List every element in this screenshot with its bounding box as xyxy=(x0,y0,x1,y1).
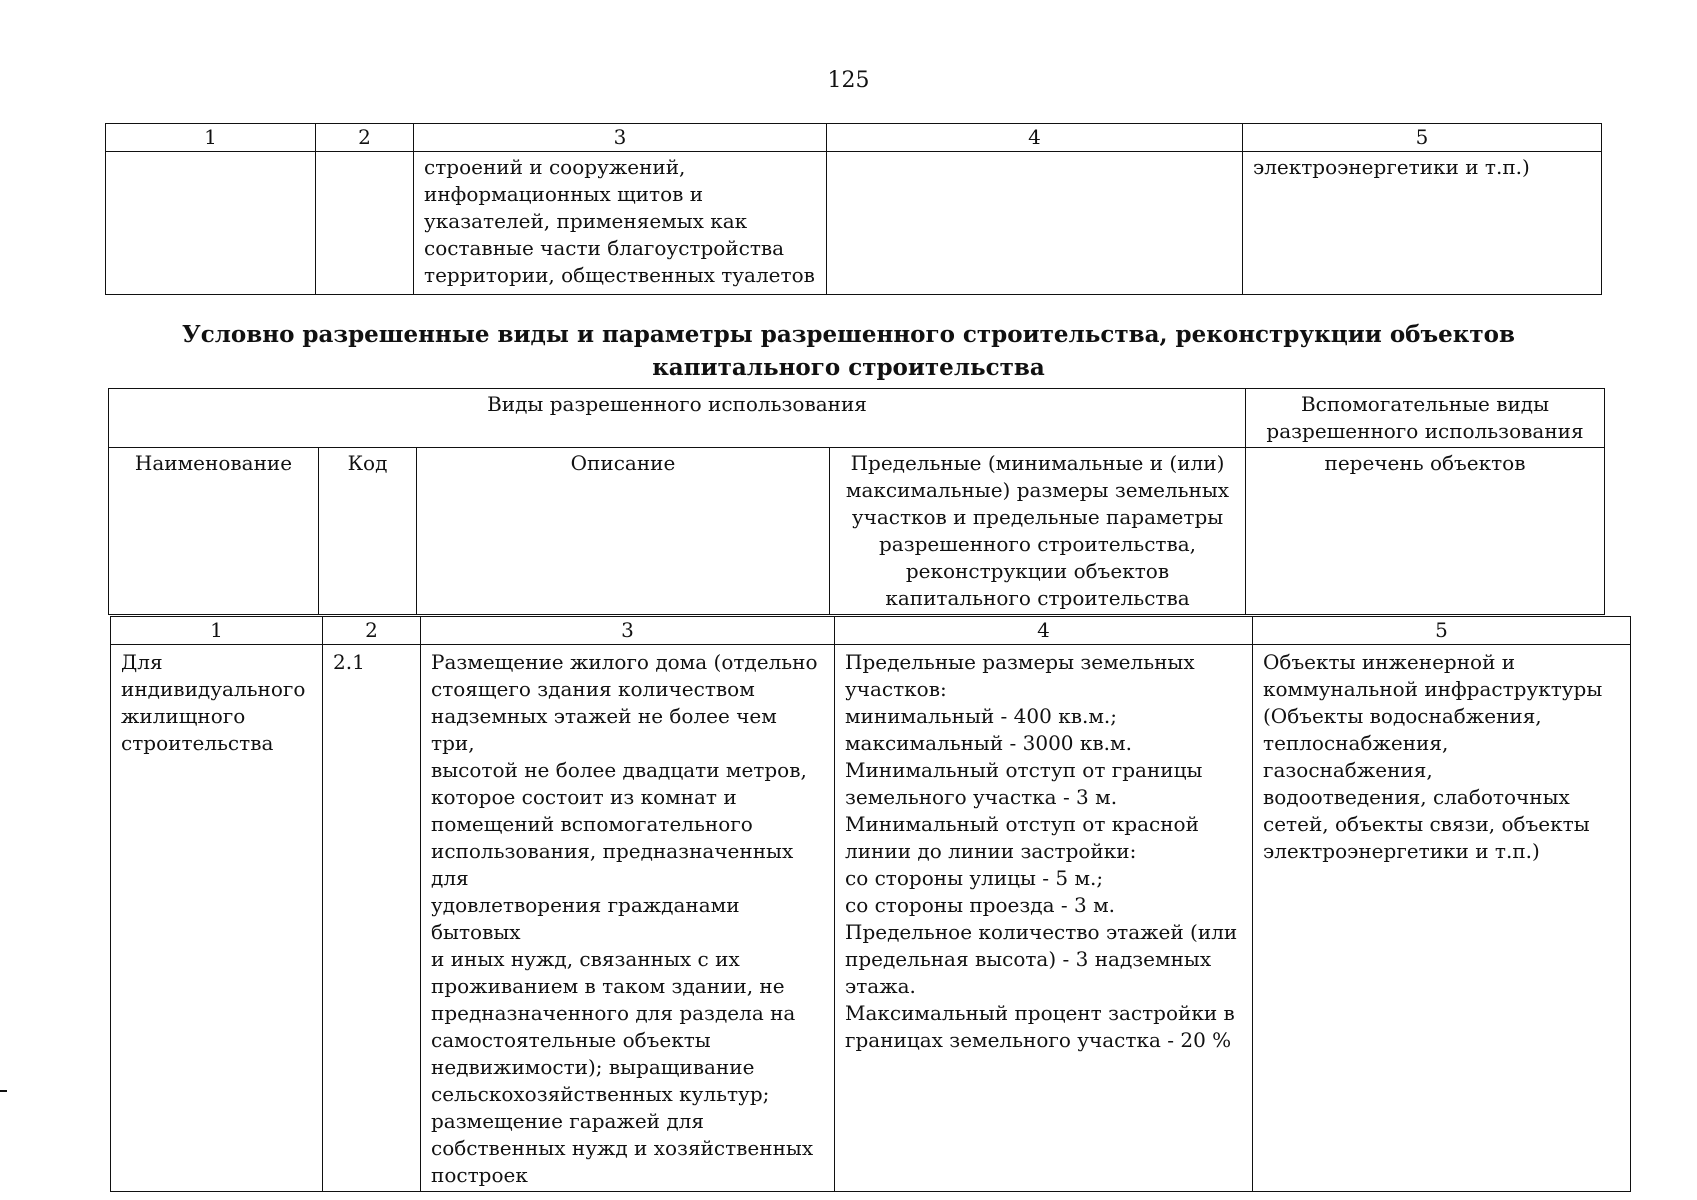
edge-mark xyxy=(0,1090,7,1092)
section-title: Условно разрешенные виды и параметры разрешенного строительства, реконструкции объектов капитального строительства xyxy=(182,321,1515,381)
column-header-row xyxy=(109,448,1605,615)
cell-description: строений и сооружений, информационных щитов и указателей, применяемых как составные части благоустройства территории, общественных туалетов xyxy=(414,152,827,295)
header-description: Описание xyxy=(417,448,830,615)
cell-description: Размещение жилого дома (отдельно стоящего здания количеством надземных этажей не более чем три, высотой не более двадцати метров, которое состоит из комнат и помещений вспомогательного использования, предназначенных для удовлетворения гражданами бытовых и иных нужд, связанных с их проживанием в таком здании, не предназначенного для раздела на самостоятельные объекты недвижимости); выращивание сельскохозяйственных культур; размещение гаражей для собственных нужд и хозяйственных построек xyxy=(421,645,835,1192)
table-row xyxy=(106,152,1602,295)
cell-col1 xyxy=(106,152,316,295)
continuation-table xyxy=(105,123,1602,295)
cell-name: Для индивидуального жилищного строительства xyxy=(111,645,323,1192)
column-number: 2 xyxy=(316,124,414,152)
cell-objects: Объекты инженерной и коммунальной инфраструктуры (Объекты водоснабжения, теплоснабжения, газоснабжения, водоотведения, слаботочных сетей, объекты связи, объекты электроэнергетики и т.п.) xyxy=(1253,645,1631,1192)
cell-objects: электроэнергетики и т.п.) xyxy=(1243,152,1602,295)
header-name: Наименование xyxy=(109,448,319,615)
column-number: 3 xyxy=(421,617,835,645)
header-limits: Предельные (минимальные и (или) максимальные) размеры земельных участков и предельные параметры разрешенного строительства, реконструкции объектов капитального строительства xyxy=(830,448,1246,615)
column-number: 1 xyxy=(111,617,323,645)
column-number: 5 xyxy=(1243,124,1602,152)
column-number-row xyxy=(106,124,1602,152)
table-row xyxy=(111,645,1631,1192)
cell-limits: Предельные размеры земельных участков: минимальный - 400 кв.м.; максимальный - 3000 кв.м. Минимальный отступ от границы земельного участка - 3 м. Минимальный отступ от красной линии до линии застройки: со стороны улицы - 5 м.; со стороны проезда - 3 м. Предельное количество этажей (или предельная высота) - 3 надземных этажа. Максимальный процент застройки в границах земельного участка - 20 % xyxy=(835,645,1253,1192)
data-table xyxy=(110,616,1631,1192)
column-number: 2 xyxy=(323,617,421,645)
header-code: Код xyxy=(319,448,417,615)
column-number: 4 xyxy=(827,124,1243,152)
column-number: 1 xyxy=(106,124,316,152)
header-objects: перечень объектов xyxy=(1246,448,1605,615)
cell-col2 xyxy=(316,152,414,295)
column-number: 4 xyxy=(835,617,1253,645)
header-table xyxy=(108,388,1605,615)
page-number: 125 xyxy=(827,68,870,93)
group-header: Виды разрешенного использования xyxy=(109,389,1246,448)
column-number: 5 xyxy=(1253,617,1631,645)
cell-col4 xyxy=(827,152,1243,295)
column-number: 3 xyxy=(414,124,827,152)
cell-code: 2.1 xyxy=(323,645,421,1192)
aux-header: Вспомогательные виды разрешенного использования xyxy=(1246,389,1605,448)
column-number-row xyxy=(111,617,1631,645)
group-header-row xyxy=(109,389,1605,448)
